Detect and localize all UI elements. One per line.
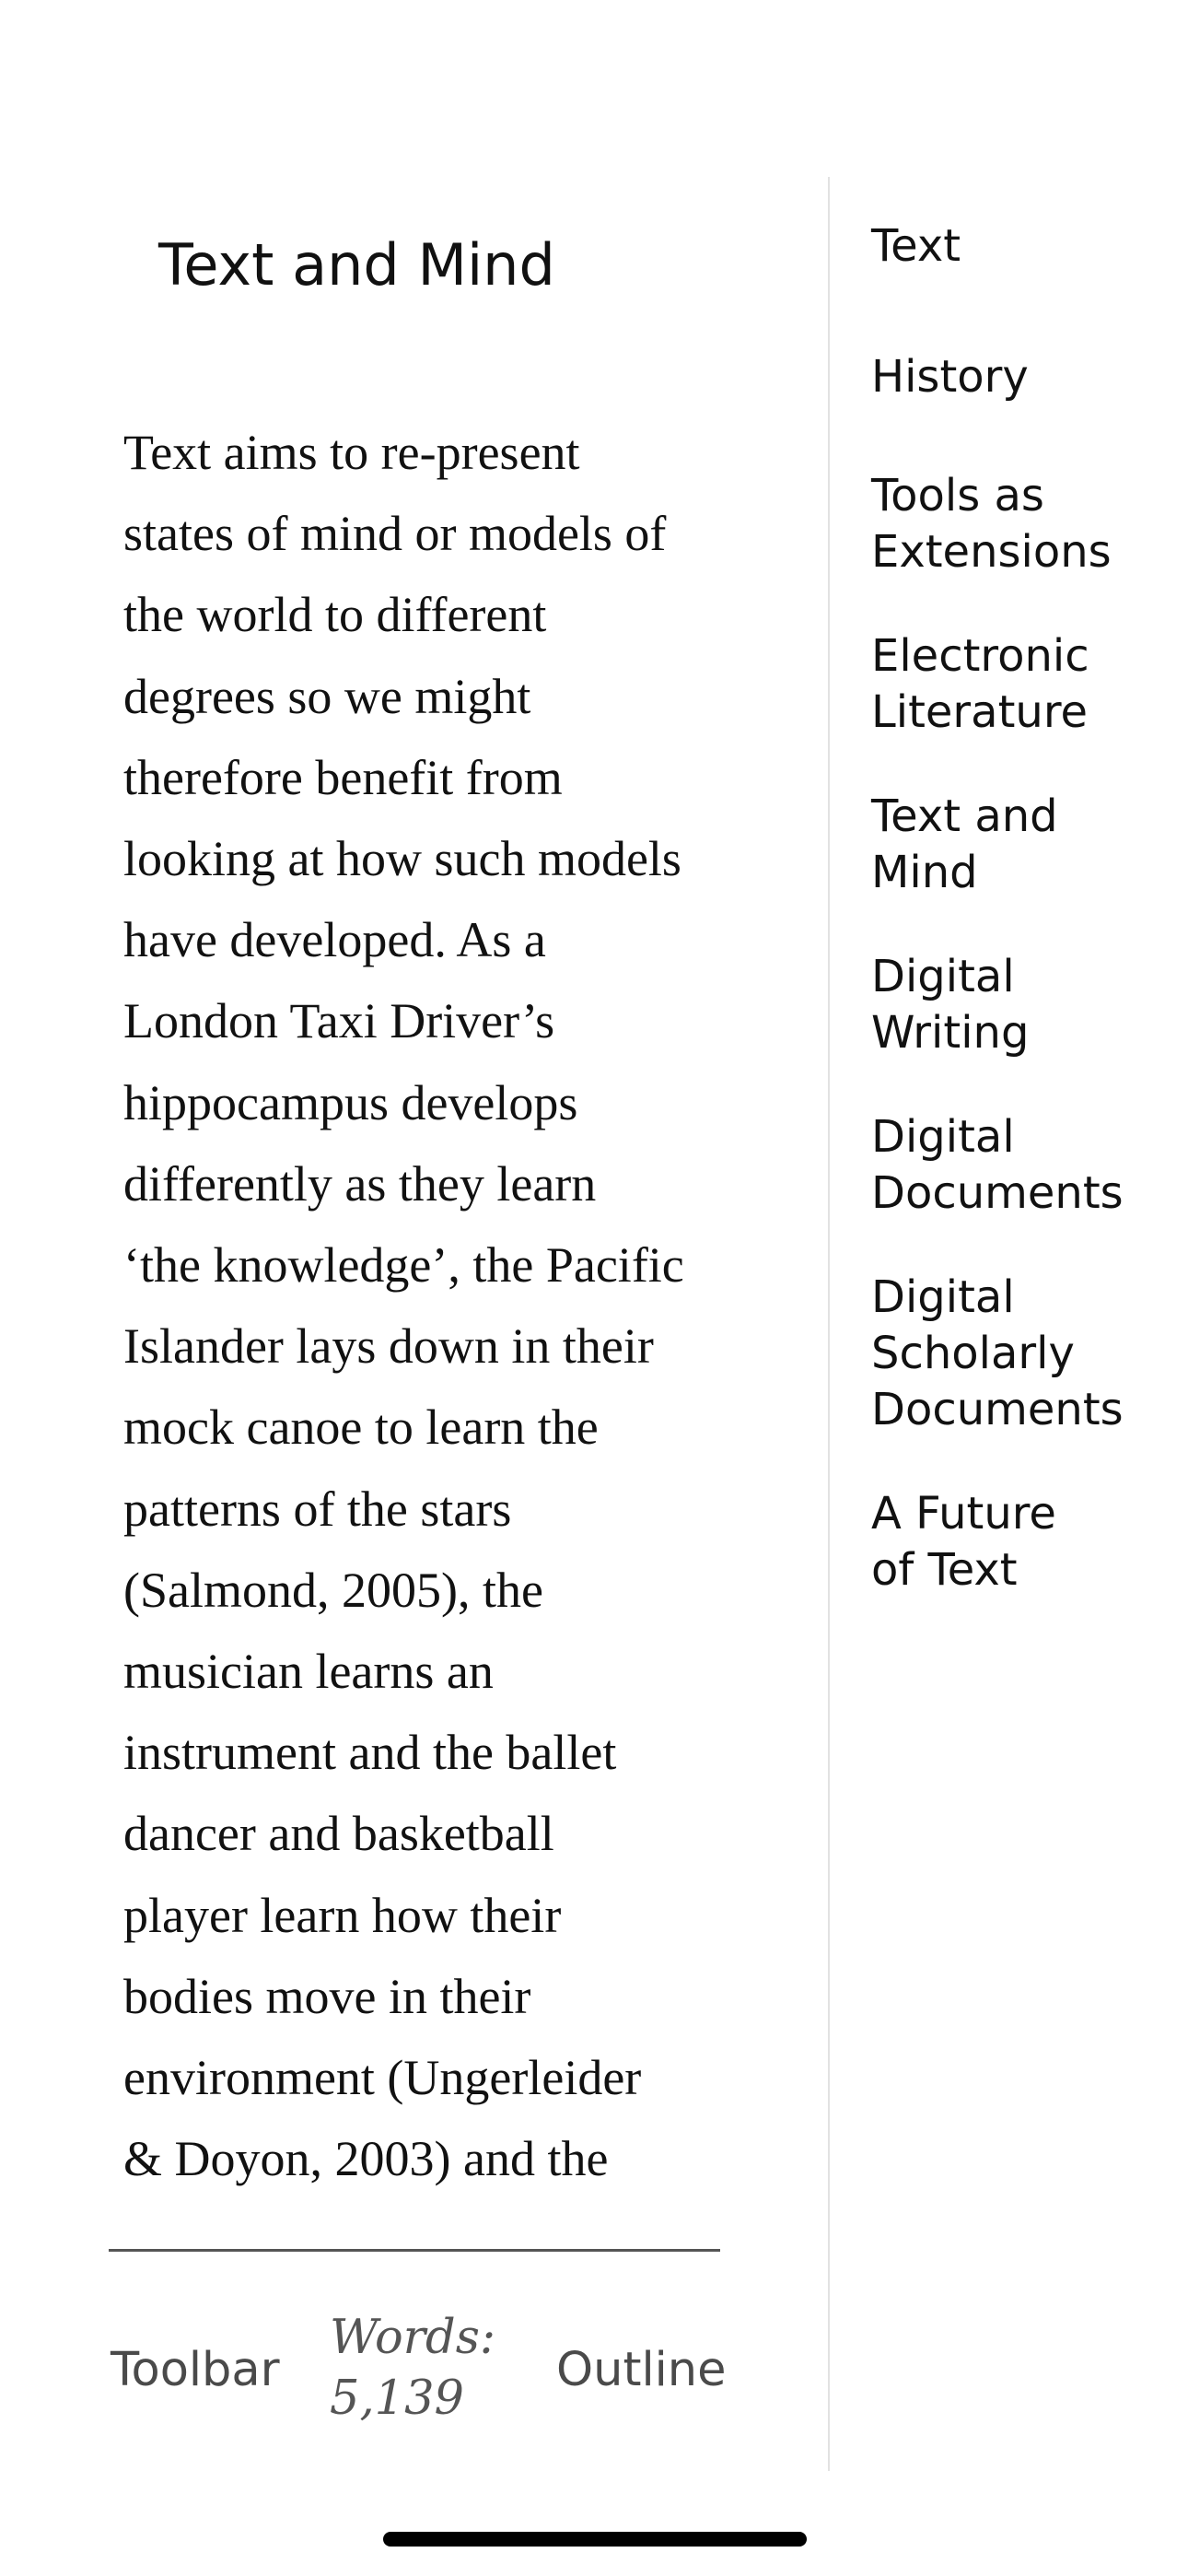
document-title: Text and Mind — [158, 231, 555, 299]
body-line: London Taxi Driver’s — [123, 993, 555, 1049]
body-line: degrees so we might — [123, 668, 531, 724]
word-count-label: Words: — [330, 2311, 496, 2365]
body-line: states of mind or models of — [123, 506, 667, 562]
sidebar-divider — [828, 177, 830, 2471]
body-line: the world to different — [123, 587, 547, 643]
body-line: ‘the knowledge’, the Pacific — [123, 1237, 684, 1294]
body-line: environment (Ungerleider — [123, 2050, 642, 2106]
body-line: mock canoe to learn the — [123, 1399, 599, 1456]
outline-item-text[interactable]: Text — [871, 220, 961, 272]
body-line: dancer and basketball — [123, 1806, 554, 1862]
home-indicator[interactable] — [383, 2532, 807, 2547]
outline-item-digital-documents[interactable]: Digital Documents — [871, 1111, 1124, 1219]
body-line: instrument and the ballet — [123, 1725, 617, 1781]
outline-item-digital-scholarly-documents[interactable]: Digital Scholarly Documents — [871, 1271, 1124, 1435]
body-line: Islander lays down in their — [123, 1318, 654, 1375]
outline-item-tools-as-extensions[interactable]: Tools as Extensions — [871, 470, 1112, 578]
body-line: & Doyon, 2003) and the — [123, 2131, 609, 2187]
body-line: hippocampus develops — [123, 1074, 578, 1130]
footer-divider — [109, 2249, 720, 2252]
outline-item-history[interactable]: History — [871, 351, 1029, 403]
outline-item-a-future-of-text[interactable]: A Future of Text — [871, 1488, 1056, 1596]
body-line: Text aims to re-present — [123, 425, 580, 480]
outline-item-digital-writing[interactable]: Digital Writing — [871, 951, 1030, 1059]
body-line: have developed. As a — [123, 912, 546, 968]
outline-item-text-and-mind[interactable]: Text and Mind — [871, 790, 1058, 898]
toolbar-button[interactable]: Toolbar — [111, 2343, 280, 2397]
word-count-value: 5,139 — [330, 2371, 465, 2426]
body-line: bodies move in their — [123, 1968, 531, 2024]
body-line: looking at how such models — [123, 831, 681, 887]
body-line: therefore benefit from — [123, 749, 563, 805]
document-body[interactable] — [123, 412, 731, 2199]
outline-button[interactable]: Outline — [556, 2343, 727, 2397]
body-line: player learn how their — [123, 1887, 562, 1943]
outline-item-electronic-literature[interactable]: Electronic Literature — [871, 630, 1089, 738]
body-line: musician learns an — [123, 1644, 494, 1700]
body-line: differently as they learn — [123, 1155, 597, 1212]
outline-sidebar — [871, 0, 1175, 2576]
word-count — [330, 2308, 495, 2430]
body-line: (Salmond, 2005), the — [123, 1562, 543, 1618]
body-line: patterns of the stars — [123, 1481, 512, 1537]
